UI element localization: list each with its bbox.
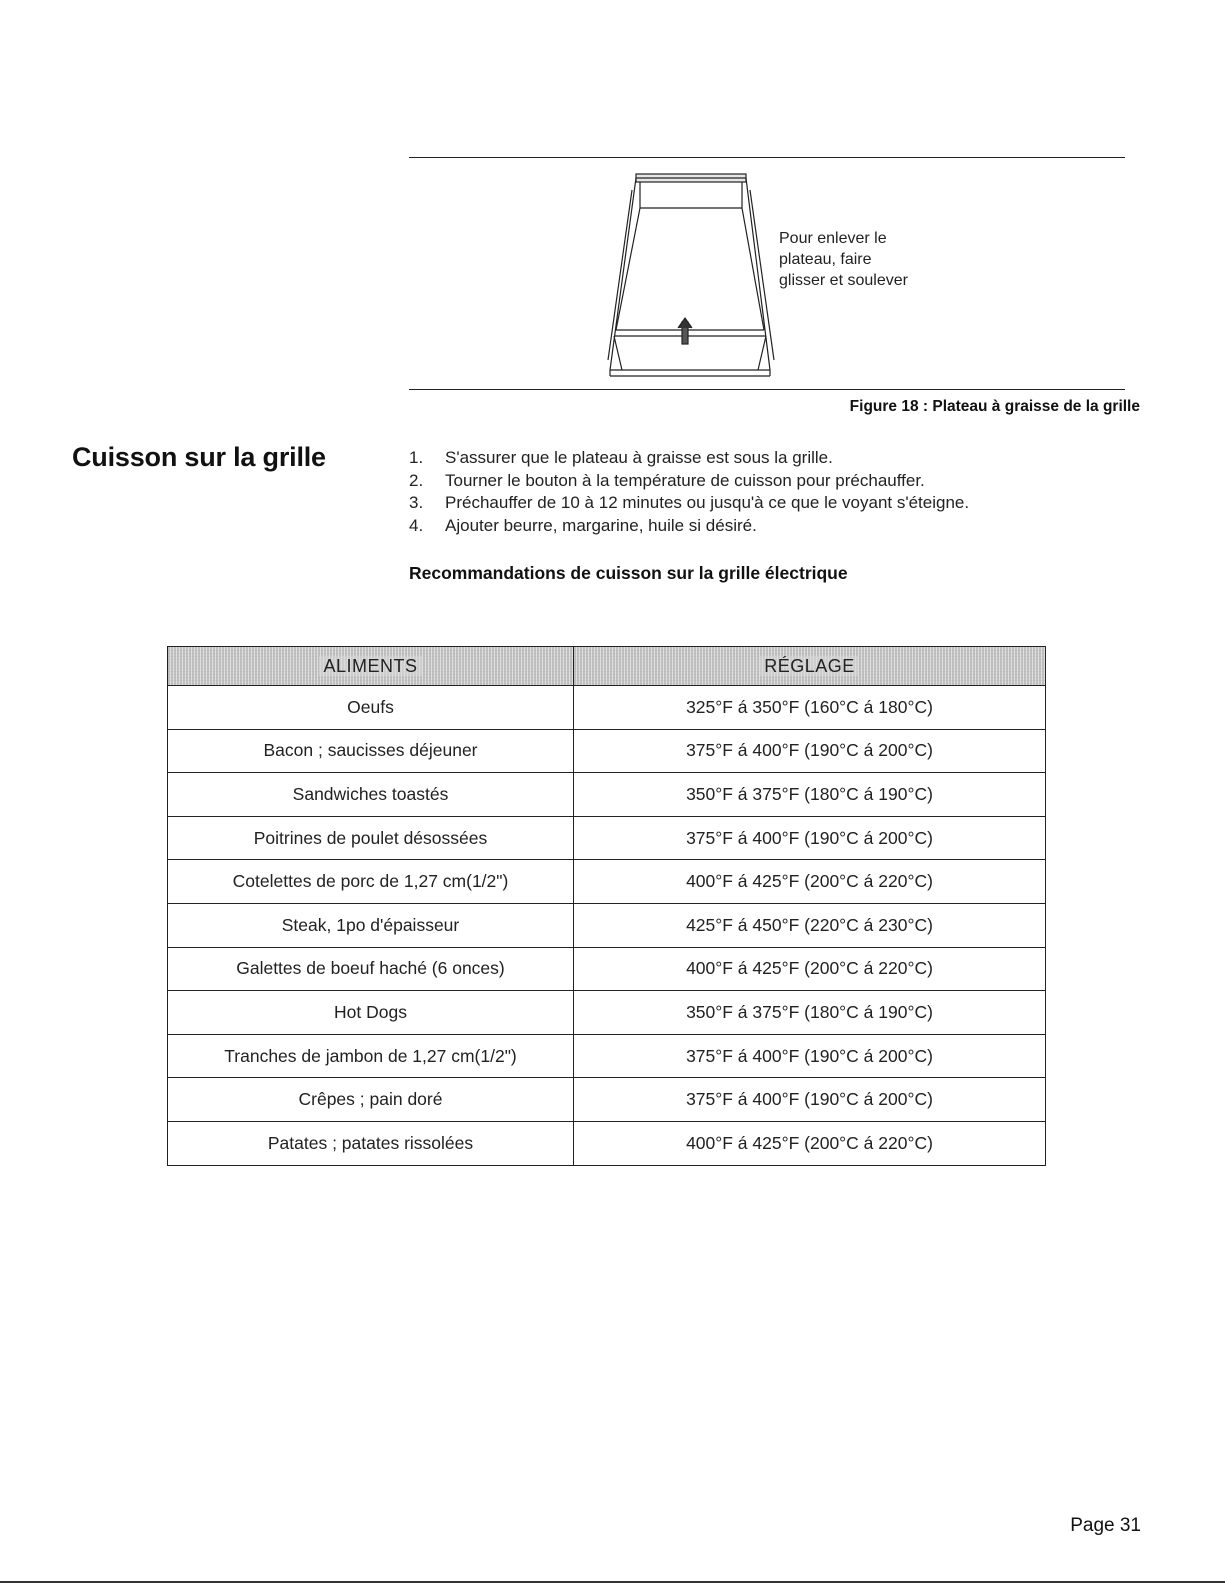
step-text: S'assurer que le plateau à graisse est sous la grille.: [445, 448, 833, 467]
column-header-aliments: [168, 647, 574, 686]
food-cell: Hot Dogs: [168, 991, 574, 1035]
figure-caption: Figure 18 : Plateau à graisse de la grille: [849, 398, 1140, 415]
food-cell: Bacon ; saucisses déjeuner: [168, 729, 574, 773]
setting-cell: 325°F á 350°F (160°C á 180°C): [574, 686, 1046, 730]
setting-cell: 375°F á 400°F (190°C á 200°C): [574, 729, 1046, 773]
setting-cell: 375°F á 400°F (190°C á 200°C): [574, 1034, 1046, 1078]
callout-line: glisser et soulever: [779, 272, 908, 289]
step-text: Ajouter beurre, margarine, huile si désiré.: [445, 515, 757, 535]
section-heading: Cuisson sur la grille: [72, 442, 326, 472]
table-row: [168, 1121, 1046, 1165]
figure-top-rule: [409, 157, 1125, 158]
table-header-row: [168, 647, 1046, 686]
step-text: Tourner le bouton à la température de cuisson pour préchauffer.: [445, 470, 925, 490]
list-item: [409, 492, 969, 515]
table-row: [168, 773, 1046, 817]
list-item: [409, 515, 969, 538]
figure-bottom-rule: [409, 389, 1125, 390]
header-label: ALIMENTS: [319, 656, 421, 676]
page-number: Page 31: [1070, 1515, 1141, 1536]
setting-cell: 400°F á 425°F (200°C á 220°C): [574, 860, 1046, 904]
setting-cell: 425°F á 450°F (220°C á 230°C): [574, 903, 1046, 947]
list-item: [409, 470, 969, 493]
setting-cell: 375°F á 400°F (190°C á 200°C): [574, 1078, 1046, 1122]
table-row: [168, 816, 1046, 860]
food-cell: Steak, 1po d'épaisseur: [168, 903, 574, 947]
setting-cell: 350°F á 375°F (180°C á 190°C): [574, 991, 1046, 1035]
page-bottom-edge: [0, 1581, 1225, 1583]
food-cell: Oeufs: [168, 686, 574, 730]
grease-tray-illustration: [598, 170, 778, 380]
step-number: 4.: [409, 515, 424, 535]
food-cell: Tranches de jambon de 1,27 cm(1/2"): [168, 1034, 574, 1078]
table-row: [168, 947, 1046, 991]
table-row: [168, 1034, 1046, 1078]
list-item: [409, 447, 969, 470]
table-title: Recommandations de cuisson sur la grille électrique: [409, 563, 848, 583]
grill-cooking-table: [167, 646, 1046, 1166]
column-header-reglage: [574, 647, 1046, 686]
table-row: [168, 1078, 1046, 1122]
instruction-steps: [409, 447, 969, 537]
table-row: [168, 860, 1046, 904]
food-cell: Sandwiches toastés: [168, 773, 574, 817]
table-row: [168, 729, 1046, 773]
header-label: RÉGLAGE: [760, 656, 859, 676]
food-cell: Galettes de boeuf haché (6 onces): [168, 947, 574, 991]
figure-callout: [779, 228, 979, 291]
table-row: [168, 903, 1046, 947]
food-cell: Patates ; patates rissolées: [168, 1121, 574, 1165]
table-row: [168, 686, 1046, 730]
step-number: 2.: [409, 470, 424, 490]
setting-cell: 375°F á 400°F (190°C á 200°C): [574, 816, 1046, 860]
setting-cell: 350°F á 375°F (180°C á 190°C): [574, 773, 1046, 817]
food-cell: Poitrines de poulet désossées: [168, 816, 574, 860]
step-number: 3.: [409, 493, 424, 512]
callout-line: plateau, faire: [779, 251, 872, 268]
setting-cell: 400°F á 425°F (200°C á 220°C): [574, 1121, 1046, 1165]
callout-line: Pour enlever le: [779, 230, 887, 247]
food-cell: Cotelettes de porc de 1,27 cm(1/2"): [168, 860, 574, 904]
step-number: 1.: [409, 448, 424, 467]
table-row: [168, 991, 1046, 1035]
food-cell: Crêpes ; pain doré: [168, 1078, 574, 1122]
setting-cell: 400°F á 425°F (200°C á 220°C): [574, 947, 1046, 991]
step-text: Préchauffer de 10 à 12 minutes ou jusqu'à ce que le voyant s'éteigne.: [445, 493, 970, 512]
